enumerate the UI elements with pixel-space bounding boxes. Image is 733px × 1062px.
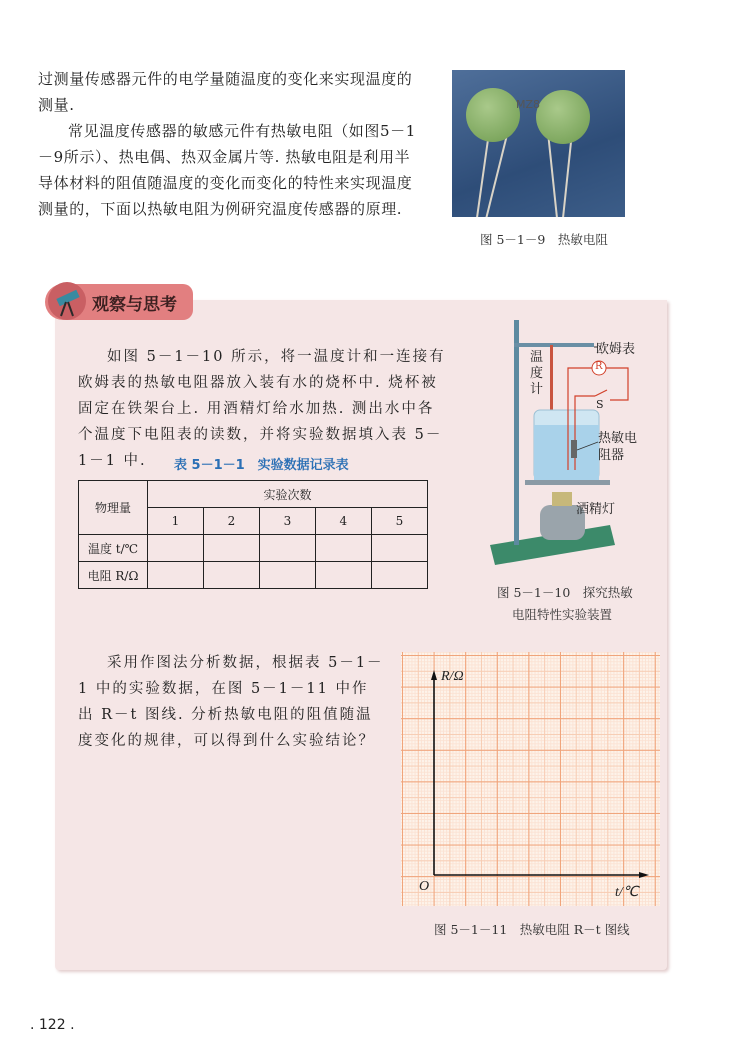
column-header: 4 <box>315 508 371 535</box>
x-axis-arrow <box>639 872 649 878</box>
data-cell[interactable] <box>259 562 315 589</box>
data-cell[interactable] <box>203 562 259 589</box>
data-record-table <box>78 480 428 589</box>
y-axis-arrow <box>431 670 437 680</box>
graph-caption: 图 5－1－11 热敏电阻 R－t 图线 <box>434 922 630 937</box>
column-header: 5 <box>371 508 427 535</box>
thermistor-label: 热敏电阻器 <box>598 431 638 463</box>
row-label: 电阻 R/Ω <box>79 562 148 589</box>
data-cell[interactable] <box>203 535 259 562</box>
switch-label: S <box>596 398 604 411</box>
row-header: 物理量 <box>79 481 148 535</box>
photo-marking: MZ8 <box>516 98 541 111</box>
ohmmeter-label: 欧姆表 <box>596 342 636 357</box>
apparatus-caption-line-2: 电阻特性实验装置 <box>512 607 613 622</box>
x-axis-label: t/℃ <box>615 885 639 900</box>
telescope-icon <box>48 282 86 320</box>
data-cell[interactable] <box>259 535 315 562</box>
column-header: 3 <box>259 508 315 535</box>
data-cell[interactable] <box>148 535 204 562</box>
data-cell[interactable] <box>315 535 371 562</box>
intro-line-2: 常见温度传感器的敏感元件有热敏电阻（如图5－1－9所示）、热电偶、热双金属片等. 热敏电阻是利用半导体材料的阻值随温度的变化而变化的特性来实现温度测量的，下面以热敏电阻为例研究温度传感器的原理. <box>38 122 416 218</box>
instruction-paragraph: 如图 5－1－10 所示，将一温度计和一连接有欧姆表的热敏电阻器放入装有水的烧杯中. 烧杯被固定在铁架台上. 用酒精灯给水加热. 测出水中各个温度下电阻表的读数，并将实验数据填入表 5－1－1 中. <box>78 349 446 469</box>
graph-paper[interactable] <box>401 652 660 906</box>
intro-line-1: 过测量传感器元件的电学量随温度的变化来实现温度的测量. <box>38 70 413 114</box>
table-row <box>79 535 428 562</box>
column-header: 2 <box>203 508 259 535</box>
table-title: 表 5－1－1 实验数据记录表 <box>174 458 349 473</box>
data-cell[interactable] <box>315 562 371 589</box>
intro-text <box>38 66 420 222</box>
thermometer-label: 温度计 <box>530 350 544 397</box>
graphing-paragraph: 采用作图法分析数据，根据表 5－1－1 中的实验数据，在图 5－1－11 中作出 R－t 图线. 分析热敏电阻的阻值随温度变化的规律，可以得到什么实验结论？ <box>78 655 384 749</box>
column-header: 1 <box>148 508 204 535</box>
photo-caption: 图 5－1－9 热敏电阻 <box>480 232 608 247</box>
data-cell[interactable] <box>371 562 427 589</box>
data-cell[interactable] <box>371 535 427 562</box>
section-badge-label: 观察与思考 <box>92 295 177 315</box>
origin-label: O <box>419 879 430 894</box>
page-number: . 122 . <box>30 1017 75 1033</box>
group-header: 实验次数 <box>148 481 428 508</box>
lamp-label: 酒精灯 <box>576 502 616 517</box>
apparatus-illustration <box>470 310 670 570</box>
thermistor-photo <box>452 70 625 217</box>
data-cell[interactable] <box>148 562 204 589</box>
meter-symbol: R <box>595 361 603 372</box>
apparatus-caption-line-1: 图 5－1－10 探究热敏 <box>497 585 633 600</box>
table-row <box>79 562 428 589</box>
y-axis-label: R/Ω <box>441 669 464 684</box>
row-label: 温度 t/℃ <box>79 535 148 562</box>
